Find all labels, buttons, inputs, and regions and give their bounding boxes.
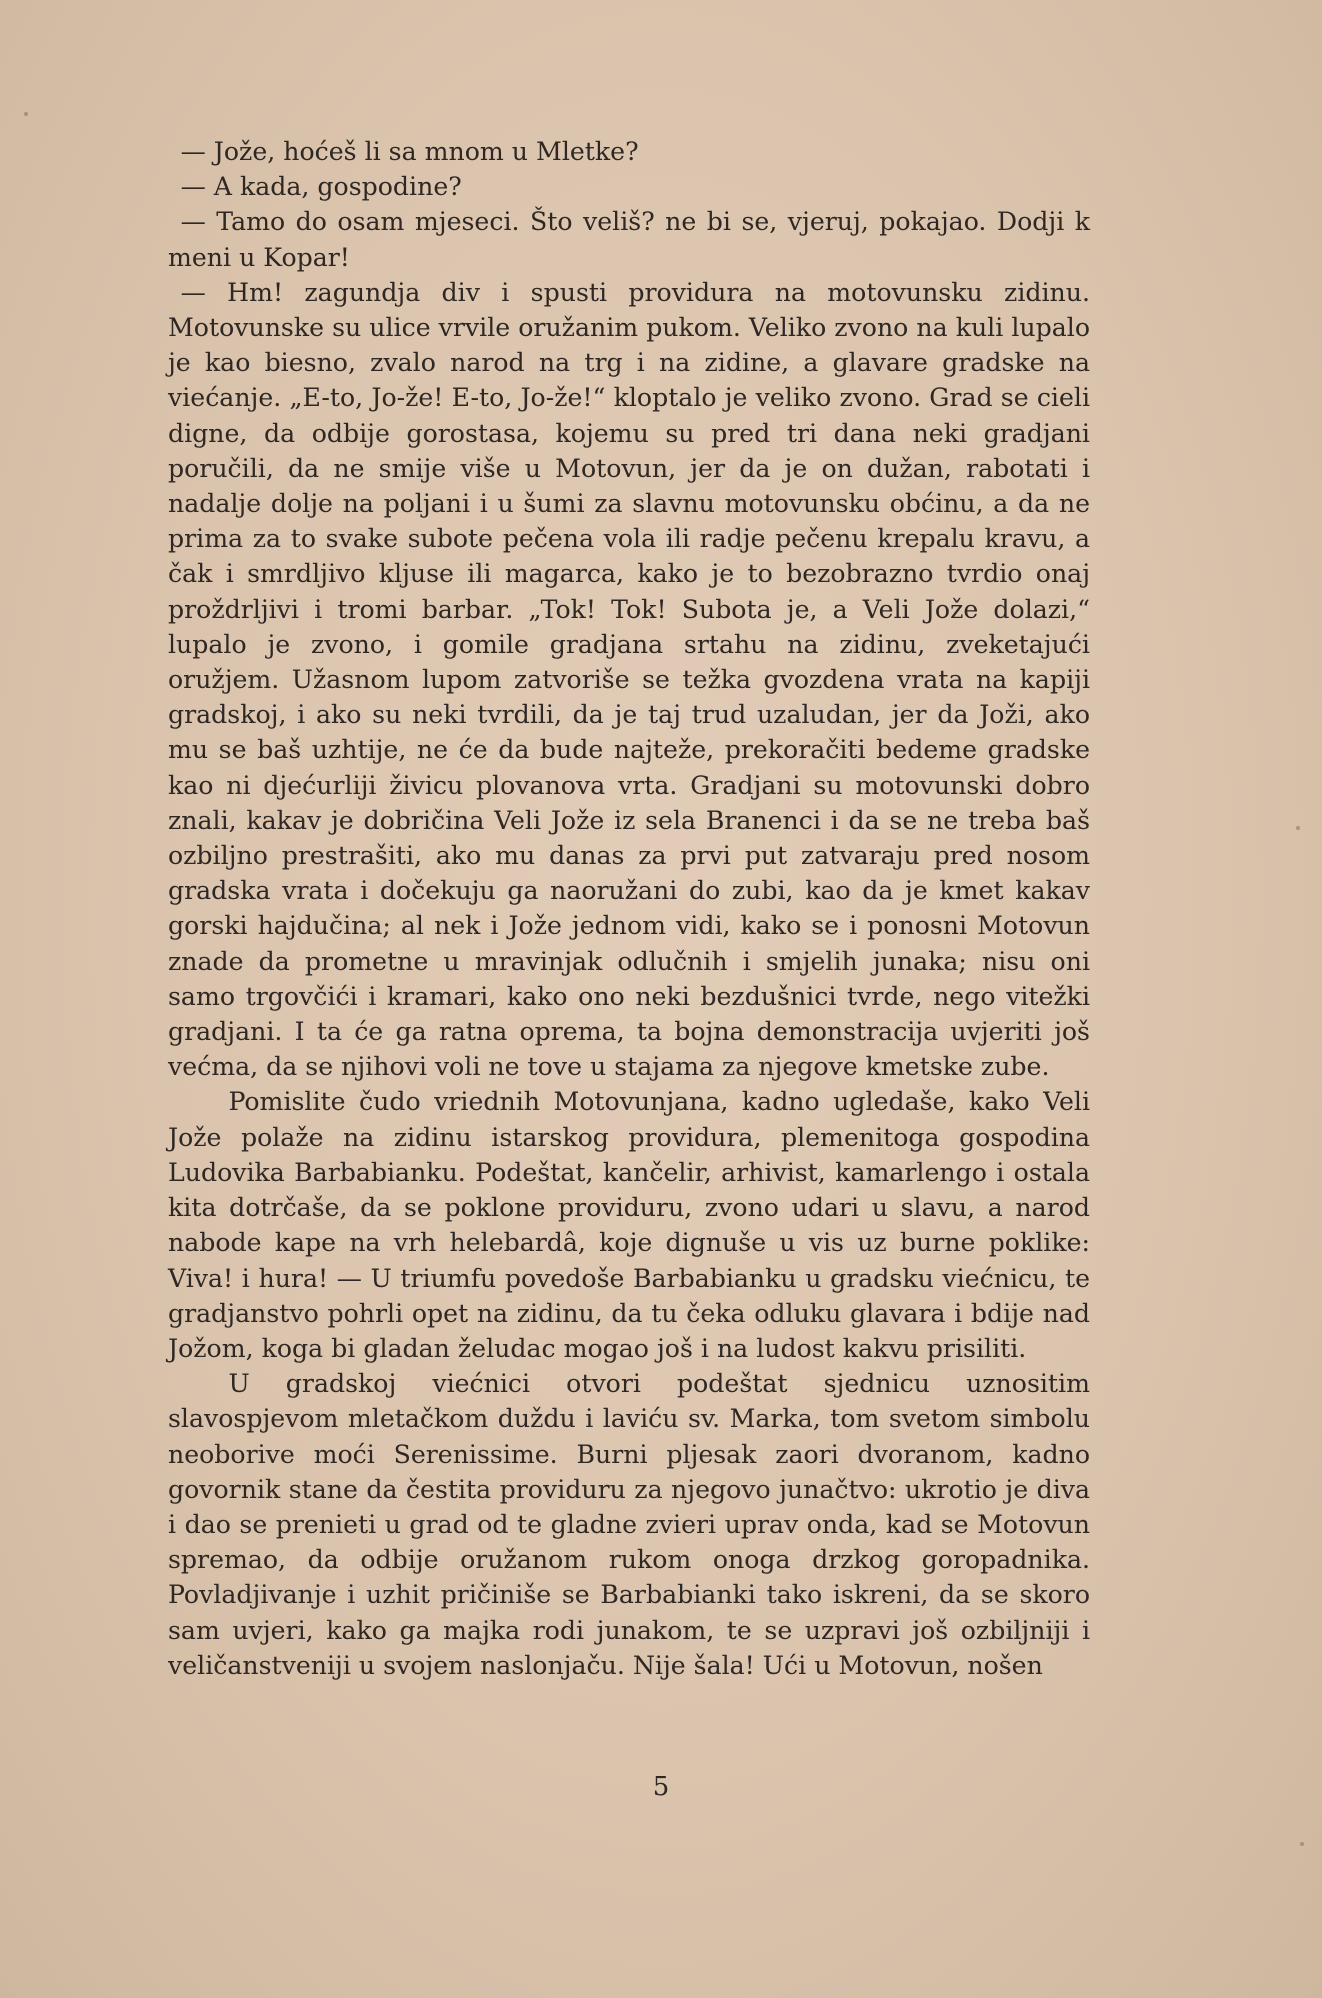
dialog-line: — Jože, hoćeš li sa mnom u Mletke? [180, 137, 639, 166]
paragraph: — Hm! zagundja div i spusti providura na motovunsku zidinu. Motovunske su ulice vrvile oružanim pukom. Veliko zvono na kuli lupalo je kao biesno, zvalo narod na trg i na zidine, a glavare gradske na viećanje. „E-to, Jo-že! E-to, Jo-že!“ kloptalo je veliko zvono. Grad se cieli digne, da odbije gorostasa, kojemu su pred tri dana neki gradjani poručili, da ne smije više u Motovun, jer da je on dužan, rabotati i nadalje dolje na poljani i u šumi za slavnu motovunsku obćinu, a da ne prima za to svake subote pečena vola ili radje pečenu krepalu kravu, a čak i smrdljivo kljuse ili magarca, kako je to bezobrazno tvrdio onaj proždrljivi i tromi barbar. „Tok! Tok! Subota je, a Veli Jože dolazi,“ lupalo je zvono, i gomile gradjana srtahu na zidinu, zveketajući oružjem. Užasnom lupom zatvoriše se težka gvozdena vrata na kapiji gradskoj, i ako su neki tvrdili, da je taj trud uzaludan, jer da Joži, ako mu se baš uzhtije, ne će da bude najteže, prekoračiti bedeme gradske kao ni djećurliji živicu plovanova vrta. Gradjani su motovunski dobro znali, kakav je dobričina Veli Jože iz sela Branenci i da se ne treba baš ozbiljno prestrašiti, ako mu danas za prvi put zatvaraju pred nosom gradska vrata i dočekuju ga naoružani do zubi, kao da je kmet kakav gorski hajdučina; al nek i Jože jednom vidi, kako se i ponosni Motovun znade da prometne u mravinjak odlučnih i smjelih junaka; nisu oni samo trgovčići i kramari, kako ono neki bezdušnici tvrde, nego vitežki gradjani. I ta će ga ratna oprema, ta bojna demonstracija uvjeriti još većma, da se njihovi voli ne tove u stajama za njegove kmetske zube. [168, 277, 1090, 1082]
dialog-line: — Tamo do osam mjeseci. Što veliš? ne bi se, vjeruj, pokajao. Dodji k meni u Kopar! [168, 207, 1090, 272]
dialog-line: — A kada, gospodine? [180, 172, 462, 202]
paragraph: Pomislite čudo vriednih Motovunjana, kadno ugledaše, kako Veli Jože polaže na zidinu istarskog providura, plemenitoga gospodina Ludovika Barbabianku. Podeštat, kančelir, arhivist, kamarlengo i ostala kita dotrčaše, da se poklone providuru, zvono udari u slavu, a narod nabode kape na vrh helebardâ, koje dignuše u vis uz burne poklike: Viva! i hura! — U triumfu povedoše Barbabianku u gradsku viećnicu, te gradjanstvo pohrli opet na zidinu, da tu čeka odluku glavara i bdije nad Jožom, koga bi gladan želudac mogao još i na ludost kakvu prisiliti. [168, 1087, 1090, 1363]
paper-speck [1296, 826, 1300, 830]
paper-speck [24, 112, 28, 116]
paragraph: U gradskoj viećnici otvori podeštat sjednicu uznositim slavospjevom mletačkom duždu i laviću sv. Marka, tom svetom simbolu neoborive moći Serenissime. Burni pljesak zaori dvoranom, kadno govornik stane da čestita providuru za njegovo junačtvo: ukrotio je diva i dao se prenieti u grad od te gladne zvieri uprav onda, kad se Motovun spremao, da odbije oružanom rukom onoga drzkog goropadnika. Povladjivanje i uzhit pričiniše se Barbabianki tako iskreni, da se skoro sam uvjeri, kako ga majka rodi junakom, te se uzpravi još ozbiljniji i veličanstveniji u svojem naslonjaču. Nije šala! Ući u Motovun, nošen [168, 1369, 1090, 1680]
page-number: 5 [652, 1772, 670, 1802]
paper-speck [1300, 1842, 1304, 1846]
body-text [168, 134, 1090, 1683]
